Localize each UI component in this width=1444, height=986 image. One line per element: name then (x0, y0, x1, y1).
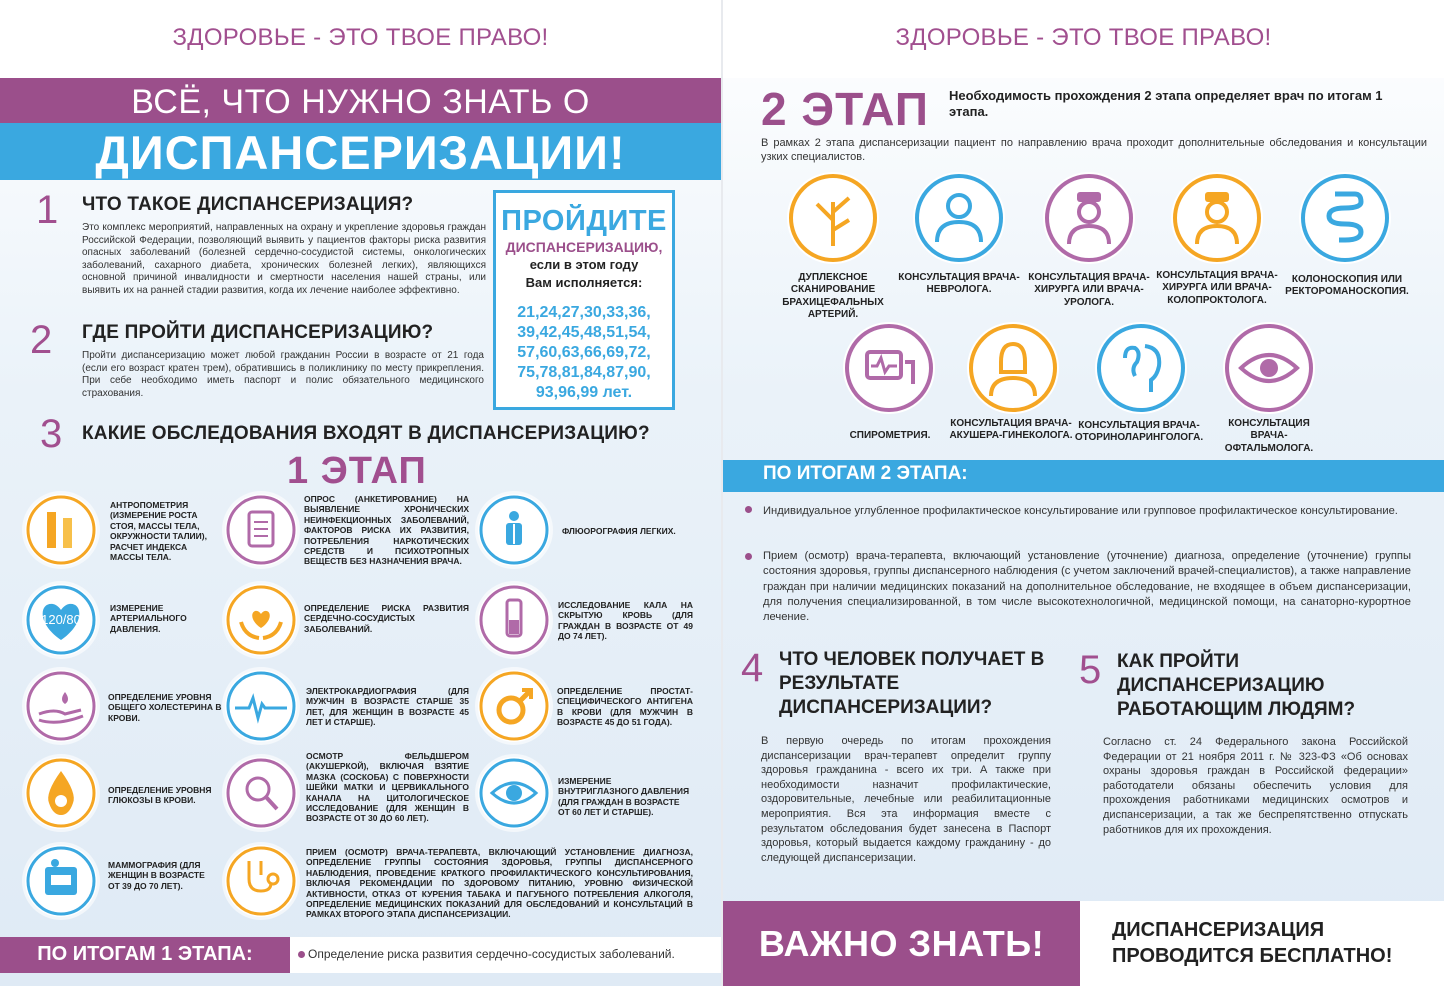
exam-label-13: МАММОГРАФИЯ (ДЛЯ ЖЕНЩИН В ВОЗРАСТЕ ОТ 39 ДО 70 ЛЕТ). (108, 860, 205, 891)
stage2-label-7: КОНСУЛЬТАЦИЯ ВРАЧА-АКУШЕРА-ГИНЕКОЛОГА. (949, 418, 1073, 442)
ages-box-line-1: если в этом году (529, 257, 639, 272)
neurologist-icon (913, 172, 1005, 264)
exam-label-3: ФЛЮОРОГРАФИЯ ЛЕГКИХ. (562, 526, 676, 536)
exam-label-7: ОПРЕДЕЛЕНИЕ УРОВНЯ ОБЩЕГО ХОЛЕСТЕРИНА В КРОВИ. (108, 692, 222, 723)
bullet-dot (745, 553, 752, 560)
section-5-text: Согласно ст. 24 Федерального закона Российской Федерации от 21 ноября 2011 г. № 323-ФЗ «Об основах охраны здоровья граждан в Российской федерации» работодатели обязаны обеспечить условия для прохождения работниками медицинских осмотров и диспансеризации, а так же беспрепятственно отпускать работников для их прохождения. (1103, 736, 1408, 836)
ages-box (493, 190, 675, 410)
stage2-label-2: КОНСУЛЬТАЦИЯ ВРАЧА-НЕВРОЛОГА. (898, 272, 1020, 296)
ecg-heart-icon (225, 670, 297, 742)
right-top-bar (723, 0, 1444, 78)
stage2-label-3: КОНСУЛЬТАЦИЯ ВРАЧА-ХИРУРГА ИЛИ ВРАЧА-УРОЛОГА. (1028, 272, 1150, 308)
title-line-2: ДИСПАНСЕРИЗАЦИИ! (95, 126, 626, 179)
exam-label-8: ЭЛЕКТРОКАРДИОГРАФИЯ (ДЛЯ МУЖЧИН В ВОЗРАСТЕ СТАРШЕ 35 ЛЕТ, ДЛЯ ЖЕНЩИН В ВОЗРАСТЕ 45 ЛЕТ И СТАРШЕ). (306, 686, 469, 728)
stage-1-title: 1 ЭТАП (287, 450, 427, 492)
title-band-2 (0, 123, 721, 180)
ophthalmology-eye-icon (1223, 322, 1315, 414)
section-1-heading: ЧТО ТАКОЕ ДИСПАНСЕРИЗАЦИЯ? (82, 194, 414, 215)
section-5-heading: КАК ПРОЙТИ ДИСПАНСЕРИЗАЦИЮ РАБОТАЮЩИМ ЛЮДЯМ? (1117, 651, 1356, 720)
stage-1-results-text: Определение риска развития сердечно-сосудистых заболеваний. (308, 947, 675, 961)
section-1-number: 1 (36, 188, 59, 232)
bullet-dot (298, 951, 305, 958)
stage-2-results-band (723, 460, 1444, 492)
ages-list: 21,24,27,30,33,36, 39,42,45,48,51,54, 57,60,63,66,69,72, 75,78,81,84,87,90, 93,96,99 лет. (517, 304, 651, 401)
ages-box-subtitle: ДИСПАНСЕРИЗАЦИЮ, (505, 239, 663, 255)
stage2-label-9: КОНСУЛЬТАЦИЯ ВРАЧА-ОФТАЛЬМОЛОГА. (1224, 418, 1314, 454)
right-page (723, 0, 1444, 986)
spirometer-icon (843, 322, 935, 414)
blood-pressure-icon (25, 584, 97, 656)
ent-icon (1095, 322, 1187, 414)
stage-1-results-label: ПО ИТОГАМ 1 ЭТАПА: (0, 937, 290, 973)
exam-label-14: ПРИЕМ (ОСМОТР) ВРАЧА-ТЕРАПЕВТА, ВКЛЮЧАЮЩИЙ УСТАНОВЛЕНИЕ ДИАГНОЗА, ОПРЕДЕЛЕНИЕ ГРУППЫ СОСТОЯНИЯ ЗДОРОВЬЯ, ГРУППЫ ДИСПАНСЕРНОГО НАБЛЮДЕНИЯ, ПРОВЕДЕНИЕ КРАТКОГО ПРОФИЛАКТИЧЕСКОГО КОНСУЛЬТИРОВАНИЯ, ВКЛЮЧАЯ РЕКОМЕНДАЦИИ ПО ЗДОРОВОМУ ПИТАНИЮ, УРОВНЮ ФИЗИЧЕСКОЙ АКТИВНОСТИ, ОТКАЗ ОТ КУРЕНИЯ ТАБАКА И ПАГУБНОГО ПОТРЕБЛЕНИЯ АЛКОГОЛЯ, ОПРЕДЕЛЕНИЕ МЕДИЦИНСКИХ ПОКАЗАНИЙ ДЛЯ ОБСЛЕДОВАНИЙ И КОНСУЛЬТАЦИЙ В РАМКАХ ВТОРОГО ЭТАПА ДИСПАНСЕРИЗАЦИИ. (306, 847, 693, 920)
stage-2-title: 2 ЭТАП (761, 83, 929, 135)
eye-icon (478, 757, 550, 829)
left-top-bar (0, 0, 721, 78)
section-3-heading: КАКИЕ ОБСЛЕДОВАНИЯ ВХОДЯТ В ДИСПАНСЕРИЗАЦИЮ? (82, 423, 650, 444)
male-symbol-icon (478, 670, 550, 742)
exam-label-12: ИЗМЕРЕНИЕ ВНУТРИГЛАЗНОГО ДАВЛЕНИЯ (ДЛЯ ГРАЖДАН В ВОЗРАСТЕ ОТ 60 ЛЕТ И СТАРШЕ). (558, 776, 690, 818)
stage2-label-5: КОЛОНОСКОПИЯ ИЛИ РЕКТОРОМАНОСКОПИЯ. (1285, 274, 1409, 298)
section-5-number: 5 (1079, 648, 1102, 692)
exam-label-4: ИЗМЕРЕНИЕ АРТЕРИАЛЬНОГО ДАВЛЕНИЯ. (110, 603, 187, 634)
stage-2-results-heading: ПО ИТОГАМ 2 ЭТАПА: (763, 463, 968, 484)
magnifier-person-icon (225, 757, 297, 829)
title-band-1 (0, 78, 721, 123)
section-4-text: В первую очередь по итогам прохождения диспансеризации врач-терапевт определит группу здоровья гражданина - всего их три. А также при необходимости назначит профилактические, оздоровительные, лечебные или реабилитационные мероприятия. Вся эта информация вместе с результатом обследования будет занесена в Паспорт здоровья, который выдается каждому гражданину - до следующей диспансеризации. (761, 735, 1051, 864)
glucose-drop-icon (25, 757, 97, 829)
hand-drop-icon (25, 670, 97, 742)
bp-value: 120/80 (41, 612, 81, 627)
stage2-label-1: ДУПЛЕКСНОЕ СКАНИРОВАНИЕ БРАХИЦЕФАЛЬНЫХ АРТЕРИЙ. (782, 272, 884, 321)
exam-label-11: ОСМОТР ФЕЛЬДШЕРОМ (АКУШЕРКОЙ), ВКЛЮЧАЯ ВЗЯТИЕ МАЗКА (СОСКОБА) С ПОВЕРХНОСТИ ШЕЙКИ МАТКИ И ЦЕРВИКАЛЬНОГО КАНАЛА НА ЦИТОЛОГИЧЕСКОЕ ИССЛЕДОВАНИЕ (ДЛЯ ЖЕНЩИН В ВОЗРАСТЕ ОТ 30 ДО 60 ЛЕТ). (306, 751, 469, 824)
important-banner: ВАЖНО ЗНАТЬ! (723, 901, 1080, 986)
gynecologist-icon (967, 322, 1059, 414)
ruler-icon (25, 494, 97, 566)
section-2-heading: ГДЕ ПРОЙТИ ДИСПАНСЕРИЗАЦИЮ? (82, 322, 434, 343)
questionnaire-icon (225, 494, 297, 566)
stage-2-note: Необходимость прохождения 2 этапа определяет врач по итогам 1 этапа. (949, 88, 1383, 119)
section-4-number: 4 (741, 646, 764, 690)
exam-label-6: ИССЛЕДОВАНИЕ КАЛА НА СКРЫТУЮ КРОВЬ (ДЛЯ ГРАЖДАН В ВОЗРАСТЕ ОТ 49 ДО 74 ЛЕТ). (558, 600, 693, 642)
section-4-heading: ЧТО ЧЕЛОВЕК ПОЛУЧАЕТ В РЕЗУЛЬТАТЕ ДИСПАНСЕРИЗАЦИИ? (779, 649, 1045, 718)
section-2-text: Пройти диспансеризацию может любой гражданин России в возрасте от 21 года (если его возраст кратен трем), обратившись в поликлинику по месту прикрепления. При себе необходимо иметь паспорт и полис обязательного медицинского страхования. (82, 350, 484, 399)
exam-label-2: ОПРОС (АНКЕТИРОВАНИЕ) НА ВЫЯВЛЕНИЕ ХРОНИЧЕСКИХ НЕИНФЕКЦИОННЫХ ЗАБОЛЕВАНИЙ, ФАКТОРОВ РИСКА ИХ РАЗВИТИЯ, ПОТРЕБЛЕНИЯ НАРКОТИЧЕСКИХ СРЕДСТВ И ПСИХОТРОПНЫХ ВЕЩЕСТВ БЕЗ НАЗНАЧЕНИЯ ВРАЧА. (304, 494, 469, 567)
heart-hands-icon (225, 584, 297, 656)
section-1-text: Это комплекс мероприятий, направленных на охрану и укрепление здоровья граждан Российской Федерации, позволяющий выявить у пациентов факторы риска развития опасных заболеваний (болезней сердечно-сосудистой системы, онкологических заболеваний, сахарного диабета, хронических болезней легких), являющихся основной причиной инвалидности и смертности населения нашей страны, или выявить их на ранней стадии развития, когда их лечение наиболее эффективно. (82, 222, 486, 296)
exam-label-9: ОПРЕДЕЛЕНИЕ ПРОСТАТ-СПЕЦИФИЧЕСКОГО АНТИГЕНА В КРОВИ (ДЛЯ МУЖЧИН В ВОЗРАСТЕ 45 ДО 51 ГОДА). (557, 686, 693, 728)
exam-label-10: ОПРЕДЕЛЕНИЕ УРОВНЯ ГЛЮКОЗЫ В КРОВИ. (108, 785, 212, 806)
left-top-title: ЗДОРОВЬЕ - ЭТО ТВОЕ ПРАВО! (172, 24, 549, 51)
section-3-number: 3 (40, 412, 63, 456)
title-line-1: ВСЁ, ЧТО НУЖНО ЗНАТЬ О (131, 83, 590, 121)
stage-2-text: В рамках 2 этапа диспансеризации пациент по направлению врача проходит дополнительные обследования и консультации узких специалистов. (761, 137, 1427, 163)
right-top-title: ЗДОРОВЬЕ - ЭТО ТВОЕ ПРАВО! (895, 24, 1272, 51)
free-notice: ДИСПАНСЕРИЗАЦИЯ ПРОВОДИТСЯ БЕСПЛАТНО! (1080, 901, 1444, 986)
xray-icon (478, 494, 550, 566)
stage-2-result-2: Прием (осмотр) врача-терапевта, включающий установление (уточнение) диагноза, определение (уточнение) группы состояния здоровья, группы диспансерного наблюдения (с учетом заключений врачей-специалистов), а также направление граждан при наличии медицинских показаний на дополнительное обследование, не входящее в объем диспансеризации, для получения специализированной, в том числе высокотехнологичной, медицинской помощи, на санаторно-курортное лечение. (763, 550, 1411, 624)
stage2-label-4: КОНСУЛЬТАЦИЯ ВРАЧА-ХИРУРГА ИЛИ ВРАЧА-КОЛОПРОКТОЛОГА. (1156, 270, 1278, 306)
exam-label-5: ОПРЕДЕЛЕНИЕ РИСКА РАЗВИТИЯ СЕРДЕЧНО-СОСУДИСТЫХ ЗАБОЛЕВАНИЙ. (304, 603, 469, 634)
stage2-label-6: СПИРОМЕТРИЯ. (849, 430, 931, 441)
tree-arteries-icon (787, 172, 879, 264)
bullet-dot (745, 506, 752, 513)
section-2-number: 2 (30, 318, 53, 362)
test-tube-icon (478, 584, 550, 656)
left-page (0, 0, 721, 986)
ages-box-line-2: Вам исполняется: (525, 275, 643, 290)
ages-box-title: ПРОЙДИТЕ (501, 205, 667, 237)
surgeon-icon-2 (1171, 172, 1263, 264)
stethoscope-icon (225, 845, 297, 917)
exam-label-1: АНТРОПОМЕТРИЯ (ИЗМЕРЕНИЕ РОСТА СТОЯ, МАССЫ ТЕЛА, ОКРУЖНОСТИ ТАЛИИ), РАСЧЕТ ИНДЕКСА МАССЫ ТЕЛА. (110, 500, 207, 563)
stage-2-result-1: Индивидуальное углубленное профилактическое консультирование или групповое профилактическое консультирование. (763, 505, 1398, 517)
surgeon-icon (1043, 172, 1135, 264)
stage2-label-8: КОНСУЛЬТАЦИЯ ВРАЧА-ОТОРИНОЛАРИНГОЛОГА. (1074, 420, 1204, 444)
intestine-icon (1299, 172, 1391, 264)
mammography-icon (25, 845, 97, 917)
